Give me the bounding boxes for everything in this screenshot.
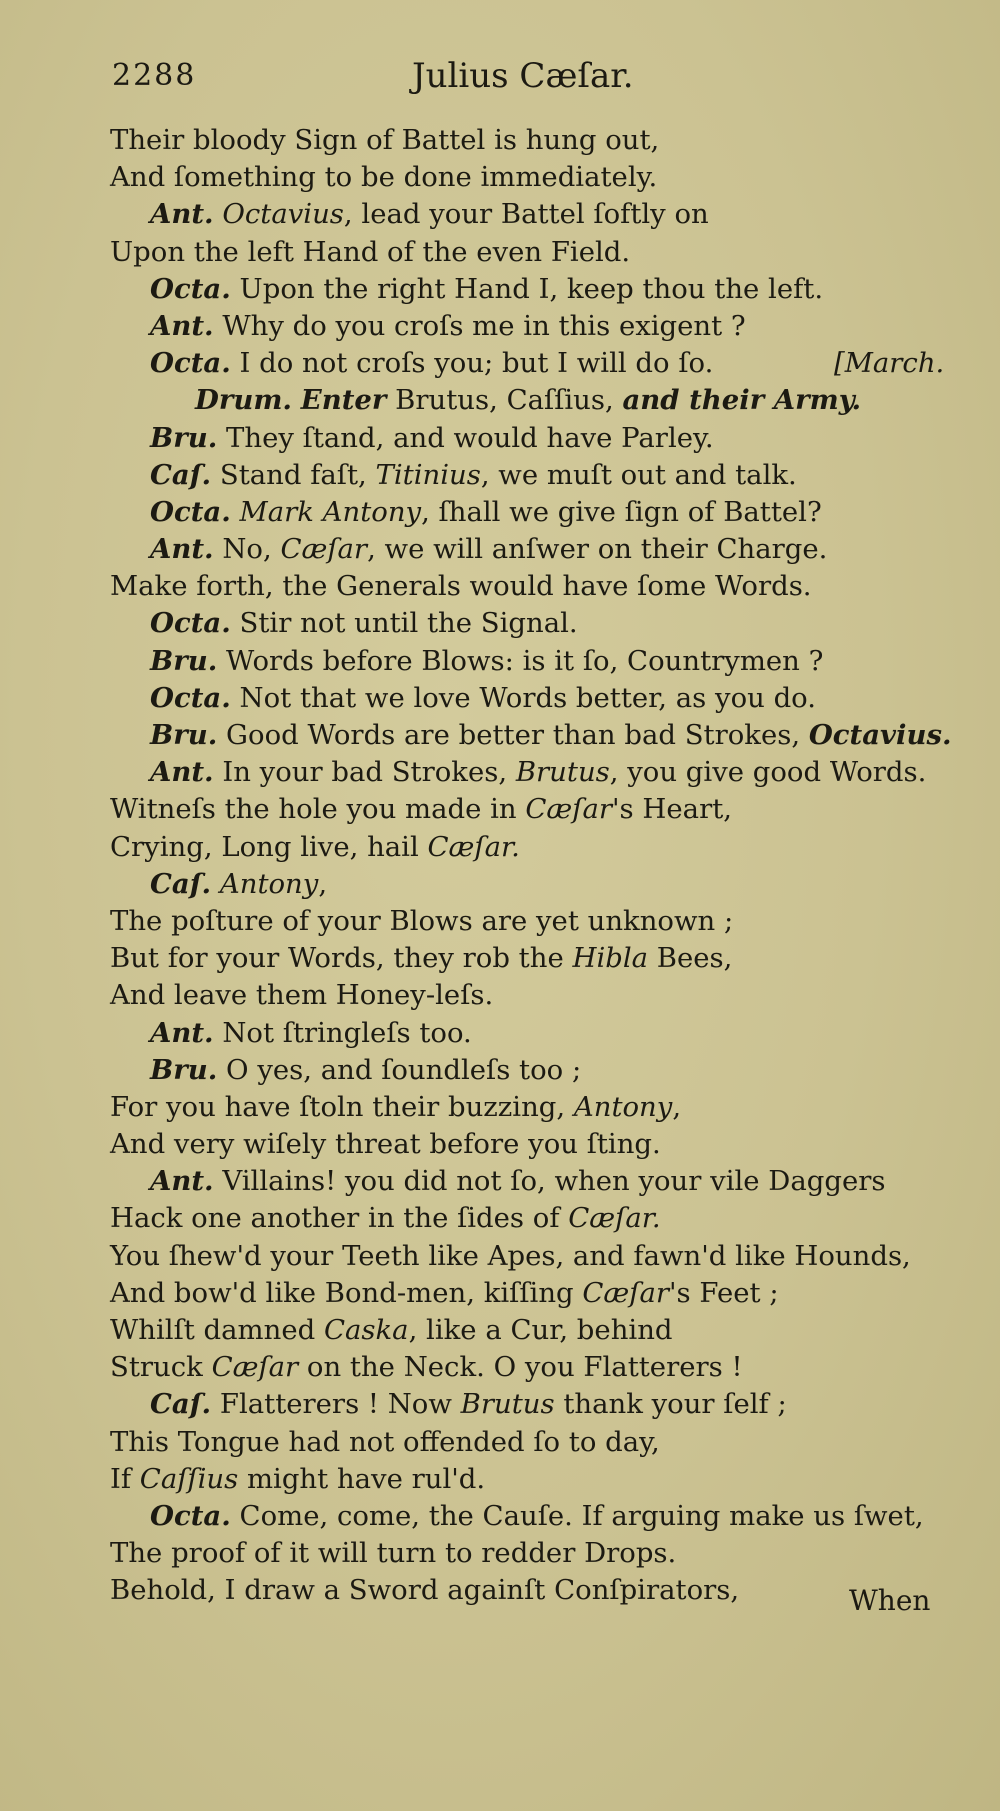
text-line	[0, 829, 1000, 866]
play-text	[0, 122, 1000, 1610]
line-text: 's Heart,	[612, 793, 733, 826]
italic-name: Brutus	[460, 1388, 555, 1421]
speaker-or-stage-text: Octa.	[150, 681, 231, 714]
text-line	[0, 457, 1000, 494]
text-line	[0, 196, 1000, 233]
text-line	[0, 494, 1000, 531]
line-text: They ſtand, and would have Parley.	[217, 421, 714, 454]
speaker-or-stage-text: Bru.	[150, 1053, 218, 1086]
text-line	[0, 1312, 1000, 1349]
italic-name: Antony	[219, 867, 319, 900]
text-line	[0, 717, 1000, 754]
speaker-or-stage-text: Octavius.	[808, 719, 952, 751]
italic-name: Octavius	[222, 198, 344, 231]
line-text: Words before Blows: is it ſo, Countrymen ?	[217, 644, 824, 677]
line-text: on the Neck. O you Flatterers !	[298, 1351, 743, 1384]
italic-name: Brutus	[515, 756, 610, 789]
speaker-or-stage-text: and their Army.	[622, 384, 862, 417]
line-text: And bow'd like Bond-men, kiſſing	[110, 1276, 583, 1309]
text-line	[0, 791, 1000, 828]
italic-name: Cæſar	[280, 533, 368, 566]
speaker-or-stage-text: Enter	[300, 384, 387, 417]
speaker-or-stage-text: Ant.	[150, 198, 214, 231]
line-text: might have rul'd.	[238, 1462, 486, 1495]
line-text: 's Feet ;	[668, 1276, 779, 1309]
text-line	[0, 1052, 1000, 1089]
text-line	[0, 1424, 1000, 1461]
text-line	[0, 122, 1000, 159]
running-title: Julius Cæſar.	[412, 56, 634, 96]
line-text: Whilſt damned	[110, 1314, 324, 1346]
line-text: Come, come, the Cauſe. If arguing make us ſwet,	[230, 1499, 924, 1532]
page-number: 2288	[112, 58, 197, 93]
line-text: Make forth, the Generals would have ſome Words.	[110, 570, 812, 603]
speaker-or-stage-text: Caſ.	[150, 867, 212, 900]
line-text: Good Words are better than bad Strokes,	[217, 719, 809, 751]
line-text: The proof of it will turn to redder Drops.	[110, 1537, 677, 1570]
line-text: O yes, and ſoundleſs too ;	[217, 1053, 582, 1086]
text-line	[0, 680, 1000, 717]
line-text: Stand faſt,	[211, 458, 376, 491]
line-text: Upon the right Hand I, keep thou the left.	[230, 272, 824, 305]
text-line	[0, 1163, 1000, 1200]
line-text: , lead your Battel ſoftly on	[343, 198, 709, 231]
line-text: Behold, I draw a Sword againſt Conſpirators,	[110, 1574, 740, 1607]
text-line	[0, 420, 1000, 457]
line-text: I do not croſs you; but I will do ſo.	[230, 347, 714, 380]
speaker-or-stage-text: Ant.	[150, 533, 214, 566]
line-text: Stir not until the Signal.	[230, 607, 578, 640]
line-text: , we muſt out and talk.	[480, 458, 797, 491]
speaker-or-stage-text: Ant.	[150, 756, 214, 789]
text-line	[0, 643, 1000, 680]
text-line	[0, 1386, 1000, 1423]
page-header	[0, 58, 1000, 108]
speaker-or-stage-text: Octa.	[150, 347, 231, 380]
line-text: You ſhew'd your Teeth like Apes, and fawn'd like Hounds,	[110, 1239, 911, 1272]
speaker-or-stage-text: Ant.	[150, 1016, 214, 1049]
line-text: If	[110, 1462, 140, 1495]
line-text: But for your Words, they rob the	[110, 942, 573, 975]
line-text	[211, 868, 220, 900]
line-text: And ſomething to be done immediately.	[110, 161, 658, 194]
line-text: , like a Cur, behind	[408, 1314, 673, 1346]
text-line	[0, 903, 1000, 940]
line-text: Not that we love Words better, as you do.	[230, 681, 816, 714]
line-text: , we will anſwer on their Charge.	[367, 533, 828, 566]
italic-name: Cæſar	[525, 793, 612, 826]
text-line	[0, 531, 1000, 568]
line-text: No,	[213, 533, 281, 566]
text-line	[0, 271, 1000, 308]
text-line	[0, 234, 1000, 271]
text-line	[0, 1015, 1000, 1052]
line-text: This Tongue had not offended ſo to day,	[110, 1425, 660, 1458]
text-line	[0, 940, 1000, 977]
line-text	[231, 496, 240, 528]
text-line	[0, 1461, 1000, 1498]
line-text: Their bloody Sign of Battel is hung out,	[110, 124, 660, 156]
line-text: Brutus, Caſſius,	[386, 384, 623, 417]
text-line	[0, 605, 1000, 642]
italic-name: Titinius	[375, 458, 481, 491]
text-line	[0, 1238, 1000, 1275]
text-line	[0, 345, 1000, 382]
stage-direction: [March.	[834, 347, 945, 380]
speaker-or-stage-text: Caſ.	[150, 458, 212, 491]
catchword: When	[849, 1584, 931, 1617]
speaker-or-stage-text: Bru.	[150, 644, 218, 677]
line-text: The poſture of your Blows are yet unknown ;	[110, 904, 734, 937]
line-text: , you give good Words.	[609, 756, 927, 789]
text-line	[0, 1275, 1000, 1312]
text-line	[0, 1126, 1000, 1163]
text-line	[0, 977, 1000, 1014]
italic-name: Cæſar.	[568, 1202, 661, 1235]
line-text: Flatterers ! Now	[211, 1388, 461, 1421]
line-text: And very wiſely threat before you ſting.	[110, 1128, 661, 1161]
text-line	[0, 866, 1000, 903]
italic-name: Caſſius	[139, 1462, 239, 1495]
line-text: Upon the left Hand of the even Field.	[110, 235, 631, 268]
speaker-or-stage-text: Octa.	[150, 607, 231, 640]
line-text: Hack one another in the ſides of	[110, 1202, 569, 1235]
speaker-or-stage-text: Octa.	[150, 495, 231, 528]
text-line	[0, 308, 1000, 345]
italic-name: Mark Antony	[239, 495, 422, 528]
text-line	[0, 1349, 1000, 1386]
speaker-or-stage-text: Ant.	[150, 1165, 214, 1198]
speaker-or-stage-text: Bru.	[150, 719, 218, 751]
line-text: Crying, Long live, hail	[110, 830, 428, 863]
text-line	[0, 754, 1000, 791]
text-line	[0, 159, 1000, 196]
italic-name: Hibla	[572, 942, 649, 975]
line-text: Why do you croſs me in this exigent ?	[213, 309, 746, 342]
line-text: Villains! you did not ſo, when your vile Daggers	[213, 1165, 886, 1198]
italic-name: Cæſar	[211, 1351, 299, 1384]
line-text: Struck	[110, 1351, 212, 1384]
speaker-or-stage-text: Octa.	[150, 272, 231, 305]
line-text: Witneſs the hole you made in	[110, 793, 526, 826]
line-text: For you have ſtoln their buzzing,	[110, 1090, 574, 1123]
speaker-or-stage-text: Drum.	[195, 384, 293, 417]
italic-name: Antony	[573, 1090, 673, 1123]
line-text: Not ſtringleſs too.	[213, 1016, 472, 1049]
text-line	[0, 382, 1000, 419]
italic-name: Cæſar	[582, 1276, 669, 1309]
line-text: And leave them Honey-leſs.	[110, 979, 494, 1012]
line-text: In your bad Strokes,	[213, 756, 516, 789]
speaker-or-stage-text: Octa.	[150, 1499, 231, 1532]
speaker-or-stage-text: Caſ.	[150, 1388, 212, 1421]
text-line	[0, 568, 1000, 605]
speaker-or-stage-text: Bru.	[150, 421, 218, 454]
text-line	[0, 1089, 1000, 1126]
text-line	[0, 1200, 1000, 1237]
italic-name: Cæſar.	[427, 830, 520, 863]
italic-name: Caska	[323, 1314, 409, 1346]
line-text	[292, 384, 301, 416]
speaker-or-stage-text: Ant.	[150, 309, 214, 342]
line-text: Bees,	[648, 942, 733, 975]
line-text: ,	[672, 1090, 682, 1123]
line-text: thank your ſelf ;	[554, 1388, 787, 1421]
text-line	[0, 1498, 1000, 1535]
line-text: ,	[318, 867, 328, 900]
line-text: , ſhall we give ſign of Battel?	[421, 495, 822, 528]
text-line	[0, 1535, 1000, 1572]
